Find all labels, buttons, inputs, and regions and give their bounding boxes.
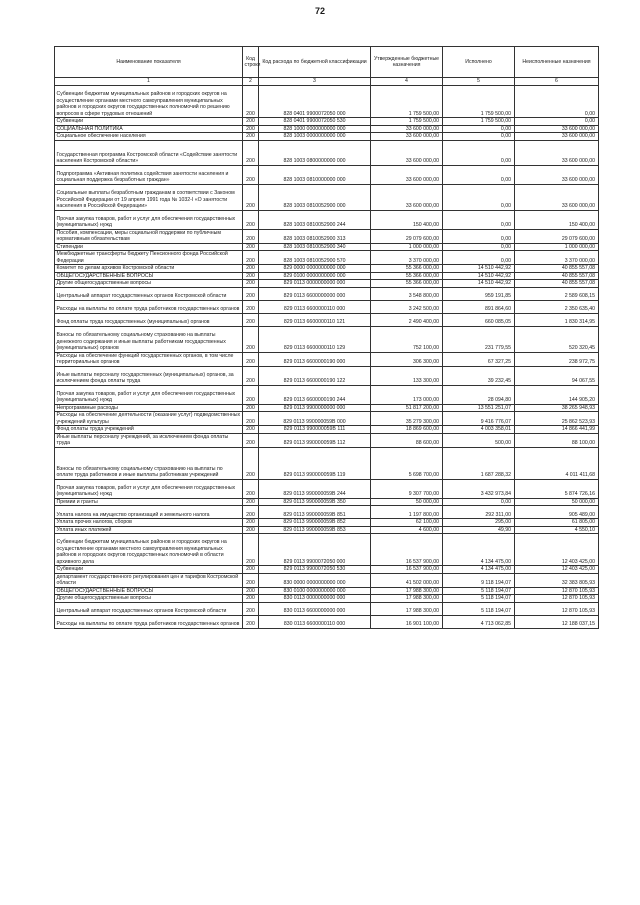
cell-indicator-name: Субвенции бюджетам муниципальных районов и городских округов на осуществление органами местного самоуправления муниципальных районов и городских округов государственных полномочий по решению вопросов в сфере трудовых отношений	[55, 86, 243, 118]
cell-approved: 33 600 000,00	[371, 133, 443, 141]
cell-approved: 88 600,00	[371, 433, 443, 447]
cell-unexecuted: 40 855 557,08	[515, 280, 599, 288]
cell-line-code: 200	[243, 573, 259, 587]
cell-approved: 2 490 400,00	[371, 313, 443, 326]
cell-approved: 55 366 000,00	[371, 272, 443, 280]
cell-approved: 3 548 800,00	[371, 287, 443, 300]
header-indicator-name: Наименование показателя	[55, 47, 243, 78]
cell-executed: 0,00	[443, 498, 515, 506]
cell-indicator-name: Иные выплаты персоналу учреждений, за исключением фонда оплаты труда	[55, 433, 243, 447]
cell-approved: 62 100,00	[371, 519, 443, 527]
cell-line-code: 200	[243, 352, 259, 366]
cell-line-code: 200	[243, 366, 259, 385]
table-row	[55, 366, 599, 385]
cell-budget-code: 829 0113 9900072050 530	[259, 566, 371, 574]
cell-line-code: 200	[243, 534, 259, 566]
column-number: 1	[55, 78, 243, 86]
table-row	[55, 125, 599, 133]
cell-line-code: 200	[243, 385, 259, 404]
cell-indicator-name: Взносы по обязательному социальному страхованию на выплаты по оплате труда работников и иные выплаты работникам учреждений	[55, 447, 243, 479]
cell-indicator-name: Прочая закупка товаров, работ и услуг для обеспечения государственных (муниципальных) нужд	[55, 210, 243, 229]
cell-budget-code: 830 0100 0000000000 000	[259, 587, 371, 595]
cell-unexecuted: 29 079 600,00	[515, 229, 599, 243]
cell-approved: 18 869 600,00	[371, 426, 443, 434]
header-budget-code: Код расхода по бюджетной классификации	[259, 47, 371, 78]
table-row	[55, 587, 599, 595]
cell-unexecuted: 5 874 726,16	[515, 479, 599, 498]
cell-indicator-name: Взносы по обязательному социальному страхованию на выплаты денежного содержания и иные выплаты работникам государственных (муниципальных) органов	[55, 326, 243, 352]
cell-budget-code: 829 0100 0000000000 000	[259, 272, 371, 280]
column-number: 3	[259, 78, 371, 86]
cell-approved: 150 400,00	[371, 210, 443, 229]
header-unexecuted: Неисполненные назначения	[515, 47, 599, 78]
cell-line-code: 200	[243, 447, 259, 479]
cell-budget-code: 829 0113 9900000000 000	[259, 404, 371, 412]
cell-line-code: 200	[243, 404, 259, 412]
cell-indicator-name: Межбюджетные трансферты бюджету Пенсионного фонда Российской Федерации	[55, 251, 243, 265]
cell-unexecuted: 0,00	[515, 86, 599, 118]
cell-line-code: 200	[243, 506, 259, 519]
table-row	[55, 86, 599, 118]
table-row	[55, 243, 599, 251]
cell-indicator-name: Фонд оплаты труда учреждений	[55, 426, 243, 434]
cell-budget-code: 828 1003 0810000000 000	[259, 165, 371, 184]
cell-unexecuted: 12 870 105,93	[515, 587, 599, 595]
cell-indicator-name: Прочая закупка товаров, работ и услуг для обеспечения государственных (муниципальных) нужд	[55, 479, 243, 498]
cell-indicator-name: Субвенции бюджетам муниципальных районов и городских округов на осуществление органами местного самоуправления муниципальных районов и городских округов государственных полномочий в области архивного дела	[55, 534, 243, 566]
cell-executed: 67 327,25	[443, 352, 515, 366]
table-row	[55, 479, 599, 498]
cell-line-code: 200	[243, 287, 259, 300]
table-row	[55, 412, 599, 426]
cell-budget-code: 830 0113 6600000000 000	[259, 602, 371, 615]
cell-executed: 14 510 442,92	[443, 272, 515, 280]
table-row	[55, 280, 599, 288]
cell-executed: 28 094,80	[443, 385, 515, 404]
header-row	[55, 47, 599, 78]
header-executed: Исполнено	[443, 47, 515, 78]
cell-executed: 14 510 442,92	[443, 265, 515, 273]
cell-approved: 55 366 000,00	[371, 280, 443, 288]
cell-unexecuted: 61 805,00	[515, 519, 599, 527]
table-row	[55, 184, 599, 210]
cell-approved: 3 370 000,00	[371, 251, 443, 265]
cell-executed: 0,00	[443, 125, 515, 133]
cell-approved: 17 988 300,00	[371, 587, 443, 595]
cell-approved: 29 079 600,00	[371, 229, 443, 243]
cell-budget-code: 829 0113 6600000110 129	[259, 326, 371, 352]
cell-budget-code: 829 0113 990000059В 851	[259, 506, 371, 519]
cell-unexecuted: 33 600 000,00	[515, 133, 599, 141]
cell-executed: 891 864,60	[443, 300, 515, 313]
table-row	[55, 265, 599, 273]
cell-unexecuted: 40 855 557,08	[515, 272, 599, 280]
cell-line-code: 200	[243, 140, 259, 165]
table-row	[55, 251, 599, 265]
cell-line-code: 200	[243, 184, 259, 210]
cell-executed: 5 118 194,07	[443, 602, 515, 615]
cell-line-code: 200	[243, 566, 259, 574]
cell-line-code: 200	[243, 313, 259, 326]
cell-executed: 1 759 500,00	[443, 118, 515, 126]
cell-indicator-name: Подпрограмма «Активная политика содействия занятости населения и социальная поддержка безработных граждан»	[55, 165, 243, 184]
cell-executed: 0,00	[443, 140, 515, 165]
cell-approved: 9 307 700,00	[371, 479, 443, 498]
cell-line-code: 200	[243, 86, 259, 118]
table-row	[55, 118, 599, 126]
cell-approved: 17 988 300,00	[371, 602, 443, 615]
table-row	[55, 140, 599, 165]
cell-line-code: 200	[243, 479, 259, 498]
column-number: 2	[243, 78, 259, 86]
cell-indicator-name: Центральный аппарат государственных органов Костромской области	[55, 287, 243, 300]
table-row	[55, 133, 599, 141]
cell-line-code: 200	[243, 595, 259, 603]
table-row	[55, 229, 599, 243]
cell-indicator-name: Уплата налога на имущество организаций и земельного налога	[55, 506, 243, 519]
cell-budget-code: 829 0113 6600000110 000	[259, 300, 371, 313]
cell-approved: 4 600,00	[371, 526, 443, 534]
table-row	[55, 300, 599, 313]
cell-indicator-name: Расходы на выплаты по оплате труда работников государственных органов	[55, 615, 243, 628]
cell-executed: 4 134 475,00	[443, 566, 515, 574]
cell-budget-code: 829 0113 990000059В 000	[259, 412, 371, 426]
cell-budget-code: 829 0113 9900072050 000	[259, 534, 371, 566]
cell-line-code: 200	[243, 587, 259, 595]
cell-budget-code: 829 0113 990000059В 853	[259, 526, 371, 534]
table-row	[55, 519, 599, 527]
column-number-row	[55, 78, 599, 86]
table-row	[55, 326, 599, 352]
cell-line-code: 200	[243, 165, 259, 184]
cell-unexecuted: 94 067,55	[515, 366, 599, 385]
cell-approved: 16 901 100,00	[371, 615, 443, 628]
cell-approved: 51 817 200,00	[371, 404, 443, 412]
header-line-code: Код строки	[243, 47, 259, 78]
column-number: 6	[515, 78, 599, 86]
cell-indicator-name: Другие общегосударственные вопросы	[55, 595, 243, 603]
cell-indicator-name: департамент государственного регулирования цен и тарифов Костромской области	[55, 573, 243, 587]
cell-approved: 1 759 500,00	[371, 118, 443, 126]
cell-unexecuted: 38 265 948,93	[515, 404, 599, 412]
cell-budget-code: 830 0113 6600000110 000	[259, 615, 371, 628]
cell-executed: 5 118 194,07	[443, 595, 515, 603]
cell-executed: 0,00	[443, 243, 515, 251]
cell-indicator-name: Государственная программа Костромской области «Содействие занятости населения Костромской области»	[55, 140, 243, 165]
cell-executed: 0,00	[443, 229, 515, 243]
cell-approved: 306 300,00	[371, 352, 443, 366]
cell-budget-code: 828 0401 9900072050 530	[259, 118, 371, 126]
budget-execution-table	[54, 46, 599, 629]
cell-executed: 500,00	[443, 433, 515, 447]
cell-executed: 0,00	[443, 251, 515, 265]
cell-budget-code: 828 1003 0810052900 340	[259, 243, 371, 251]
cell-unexecuted: 12 403 425,00	[515, 534, 599, 566]
cell-budget-code: 829 0113 990000059В 350	[259, 498, 371, 506]
cell-approved: 173 000,00	[371, 385, 443, 404]
cell-budget-code: 828 1003 0810052900 570	[259, 251, 371, 265]
cell-unexecuted: 33 600 000,00	[515, 184, 599, 210]
cell-line-code: 200	[243, 251, 259, 265]
cell-executed: 660 085,05	[443, 313, 515, 326]
cell-executed: 231 779,55	[443, 326, 515, 352]
table-row	[55, 498, 599, 506]
cell-unexecuted: 4 550,10	[515, 526, 599, 534]
cell-line-code: 200	[243, 118, 259, 126]
cell-executed: 0,00	[443, 210, 515, 229]
cell-executed: 959 191,85	[443, 287, 515, 300]
cell-budget-code: 830 0113 0000000000 000	[259, 595, 371, 603]
cell-unexecuted: 33 600 000,00	[515, 165, 599, 184]
cell-budget-code: 828 1003 0800000000 000	[259, 140, 371, 165]
header-approved: Утвержденные бюджетные назначения	[371, 47, 443, 78]
cell-budget-code: 829 0113 6600000110 121	[259, 313, 371, 326]
cell-indicator-name: Уплата прочих налогов, сборов	[55, 519, 243, 527]
cell-indicator-name: Социальное обеспечение населения	[55, 133, 243, 141]
cell-budget-code: 829 0113 6600000000 000	[259, 287, 371, 300]
cell-unexecuted: 33 600 000,00	[515, 125, 599, 133]
cell-line-code: 200	[243, 265, 259, 273]
cell-approved: 17 988 300,00	[371, 595, 443, 603]
cell-indicator-name: Уплата иных платежей	[55, 526, 243, 534]
cell-executed: 9 416 776,07	[443, 412, 515, 426]
cell-indicator-name: Иные выплаты персоналу государственных (муниципальных) органов, за исключением фонда оплаты труда	[55, 366, 243, 385]
cell-line-code: 200	[243, 229, 259, 243]
cell-line-code: 200	[243, 433, 259, 447]
cell-unexecuted: 40 855 557,08	[515, 265, 599, 273]
cell-unexecuted: 0,00	[515, 118, 599, 126]
column-number: 4	[371, 78, 443, 86]
cell-indicator-name: ОБЩЕГОСУДАРСТВЕННЫЕ ВОПРОСЫ	[55, 272, 243, 280]
cell-approved: 41 502 000,00	[371, 573, 443, 587]
cell-indicator-name: Комитет по делам архивов Костромской области	[55, 265, 243, 273]
cell-unexecuted: 50 000,00	[515, 498, 599, 506]
cell-unexecuted: 12 188 037,15	[515, 615, 599, 628]
cell-approved: 16 537 900,00	[371, 566, 443, 574]
cell-executed: 39 232,45	[443, 366, 515, 385]
cell-line-code: 200	[243, 615, 259, 628]
cell-unexecuted: 14 866 441,99	[515, 426, 599, 434]
cell-executed: 4 003 358,01	[443, 426, 515, 434]
cell-budget-code: 828 1000 0000000000 000	[259, 125, 371, 133]
cell-line-code: 200	[243, 412, 259, 426]
cell-budget-code: 828 1003 0810052900 313	[259, 229, 371, 243]
cell-unexecuted: 1 000 000,00	[515, 243, 599, 251]
table-row	[55, 595, 599, 603]
cell-budget-code: 828 1003 0000000000 000	[259, 133, 371, 141]
cell-indicator-name: Другие общегосударственные вопросы	[55, 280, 243, 288]
table-row	[55, 426, 599, 434]
cell-unexecuted: 1 830 314,95	[515, 313, 599, 326]
cell-line-code: 200	[243, 498, 259, 506]
cell-approved: 33 600 000,00	[371, 165, 443, 184]
cell-approved: 33 600 000,00	[371, 184, 443, 210]
cell-executed: 0,00	[443, 184, 515, 210]
cell-unexecuted: 520 320,45	[515, 326, 599, 352]
cell-executed: 5 118 194,07	[443, 587, 515, 595]
cell-executed: 0,00	[443, 165, 515, 184]
cell-approved: 5 698 700,00	[371, 447, 443, 479]
cell-approved: 752 100,00	[371, 326, 443, 352]
cell-line-code: 200	[243, 602, 259, 615]
cell-indicator-name: Расходы на обеспечение деятельности (оказание услуг) подведомственных учреждений культуры	[55, 412, 243, 426]
cell-budget-code: 830 0000 0000000000 000	[259, 573, 371, 587]
table-row	[55, 287, 599, 300]
cell-budget-code: 829 0113 6600000190 244	[259, 385, 371, 404]
cell-approved: 16 537 900,00	[371, 534, 443, 566]
cell-indicator-name: ОБЩЕГОСУДАРСТВЕННЫЕ ВОПРОСЫ	[55, 587, 243, 595]
cell-unexecuted: 32 383 805,93	[515, 573, 599, 587]
table-row	[55, 447, 599, 479]
cell-unexecuted: 2 350 635,40	[515, 300, 599, 313]
cell-approved: 133 300,00	[371, 366, 443, 385]
cell-unexecuted: 12 870 105,93	[515, 595, 599, 603]
table-row	[55, 506, 599, 519]
cell-line-code: 200	[243, 125, 259, 133]
table-row	[55, 602, 599, 615]
cell-approved: 1 000 000,00	[371, 243, 443, 251]
cell-budget-code: 828 1003 0810052900 000	[259, 184, 371, 210]
column-number: 5	[443, 78, 515, 86]
cell-unexecuted: 33 600 000,00	[515, 140, 599, 165]
cell-line-code: 200	[243, 133, 259, 141]
cell-executed: 3 432 973,84	[443, 479, 515, 498]
cell-approved: 50 000,00	[371, 498, 443, 506]
cell-approved: 33 600 000,00	[371, 140, 443, 165]
cell-line-code: 200	[243, 526, 259, 534]
cell-unexecuted: 2 589 608,15	[515, 287, 599, 300]
cell-indicator-name: СОЦИАЛЬНАЯ ПОЛИТИКА	[55, 125, 243, 133]
cell-unexecuted: 144 905,20	[515, 385, 599, 404]
cell-approved: 3 242 500,00	[371, 300, 443, 313]
cell-budget-code: 829 0113 990000059В 112	[259, 433, 371, 447]
cell-indicator-name: Премии и гранты	[55, 498, 243, 506]
cell-budget-code: 829 0113 990000059В 244	[259, 479, 371, 498]
page-number: 72	[314, 6, 325, 16]
cell-line-code: 200	[243, 426, 259, 434]
cell-unexecuted: 25 862 523,93	[515, 412, 599, 426]
cell-approved: 1 759 500,00	[371, 86, 443, 118]
cell-budget-code: 828 0401 9900072050 000	[259, 86, 371, 118]
table-row	[55, 615, 599, 628]
table-row	[55, 534, 599, 566]
table-row	[55, 404, 599, 412]
cell-unexecuted: 12 870 105,93	[515, 602, 599, 615]
table-row	[55, 526, 599, 534]
cell-budget-code: 829 0113 6600000190 122	[259, 366, 371, 385]
cell-line-code: 200	[243, 326, 259, 352]
cell-line-code: 200	[243, 210, 259, 229]
table-row	[55, 566, 599, 574]
cell-indicator-name: Расходы на обеспечение функций государственных органов, в том числе территориальных органов	[55, 352, 243, 366]
cell-budget-code: 829 0113 6600000190 000	[259, 352, 371, 366]
cell-executed: 13 551 251,07	[443, 404, 515, 412]
cell-budget-code: 829 0000 0000000000 000	[259, 265, 371, 273]
table-row	[55, 352, 599, 366]
cell-executed: 49,90	[443, 526, 515, 534]
cell-indicator-name: Субвенции	[55, 566, 243, 574]
cell-budget-code: 829 0113 990000059В 119	[259, 447, 371, 479]
table-row	[55, 573, 599, 587]
cell-budget-code: 829 0113 990000059В 852	[259, 519, 371, 527]
cell-unexecuted: 3 370 000,00	[515, 251, 599, 265]
cell-indicator-name: Расходы на выплаты по оплате труда работников государственных органов	[55, 300, 243, 313]
table-row	[55, 433, 599, 447]
cell-line-code: 200	[243, 243, 259, 251]
cell-executed: 14 510 442,92	[443, 280, 515, 288]
cell-unexecuted: 238 972,75	[515, 352, 599, 366]
cell-executed: 0,00	[443, 133, 515, 141]
cell-budget-code: 829 0113 990000059В 111	[259, 426, 371, 434]
table-row	[55, 313, 599, 326]
table-row	[55, 272, 599, 280]
cell-executed: 295,00	[443, 519, 515, 527]
cell-executed: 1 687 288,32	[443, 447, 515, 479]
cell-unexecuted: 150 400,00	[515, 210, 599, 229]
cell-budget-code: 829 0113 0000000000 000	[259, 280, 371, 288]
cell-indicator-name: Прочая закупка товаров, работ и услуг для обеспечения государственных (муниципальных) нужд	[55, 385, 243, 404]
table-row	[55, 165, 599, 184]
cell-indicator-name: Социальные выплаты безработным гражданам в соответствии с Законом Российской Федерации от 19 апреля 1991 года № 1032-I «О занятости населения в Российской Федерации»	[55, 184, 243, 210]
cell-executed: 4 134 475,00	[443, 534, 515, 566]
cell-executed: 292 311,00	[443, 506, 515, 519]
cell-line-code: 200	[243, 300, 259, 313]
cell-approved: 35 279 300,00	[371, 412, 443, 426]
cell-executed: 4 713 062,85	[443, 615, 515, 628]
cell-indicator-name: Непрограммные расходы	[55, 404, 243, 412]
cell-approved: 55 366 000,00	[371, 265, 443, 273]
cell-indicator-name: Субвенции	[55, 118, 243, 126]
cell-indicator-name: Стипендии	[55, 243, 243, 251]
cell-line-code: 200	[243, 519, 259, 527]
table-row	[55, 385, 599, 404]
cell-unexecuted: 88 100,00	[515, 433, 599, 447]
cell-indicator-name: Пособия, компенсации, меры социальной поддержки по публичным нормативным обязательствам	[55, 229, 243, 243]
cell-approved: 33 600 000,00	[371, 125, 443, 133]
cell-unexecuted: 12 403 425,00	[515, 566, 599, 574]
cell-indicator-name: Фонд оплаты труда государственных (муниципальных) органов	[55, 313, 243, 326]
table-row	[55, 210, 599, 229]
cell-indicator-name: Центральный аппарат государственных органов Костромской области	[55, 602, 243, 615]
cell-line-code: 200	[243, 280, 259, 288]
cell-approved: 1 197 800,00	[371, 506, 443, 519]
cell-unexecuted: 905 489,00	[515, 506, 599, 519]
cell-executed: 1 759 500,00	[443, 86, 515, 118]
cell-budget-code: 828 1003 0810052900 244	[259, 210, 371, 229]
cell-line-code: 200	[243, 272, 259, 280]
table-body	[55, 86, 599, 629]
cell-executed: 9 118 194,07	[443, 573, 515, 587]
cell-unexecuted: 4 011 411,68	[515, 447, 599, 479]
